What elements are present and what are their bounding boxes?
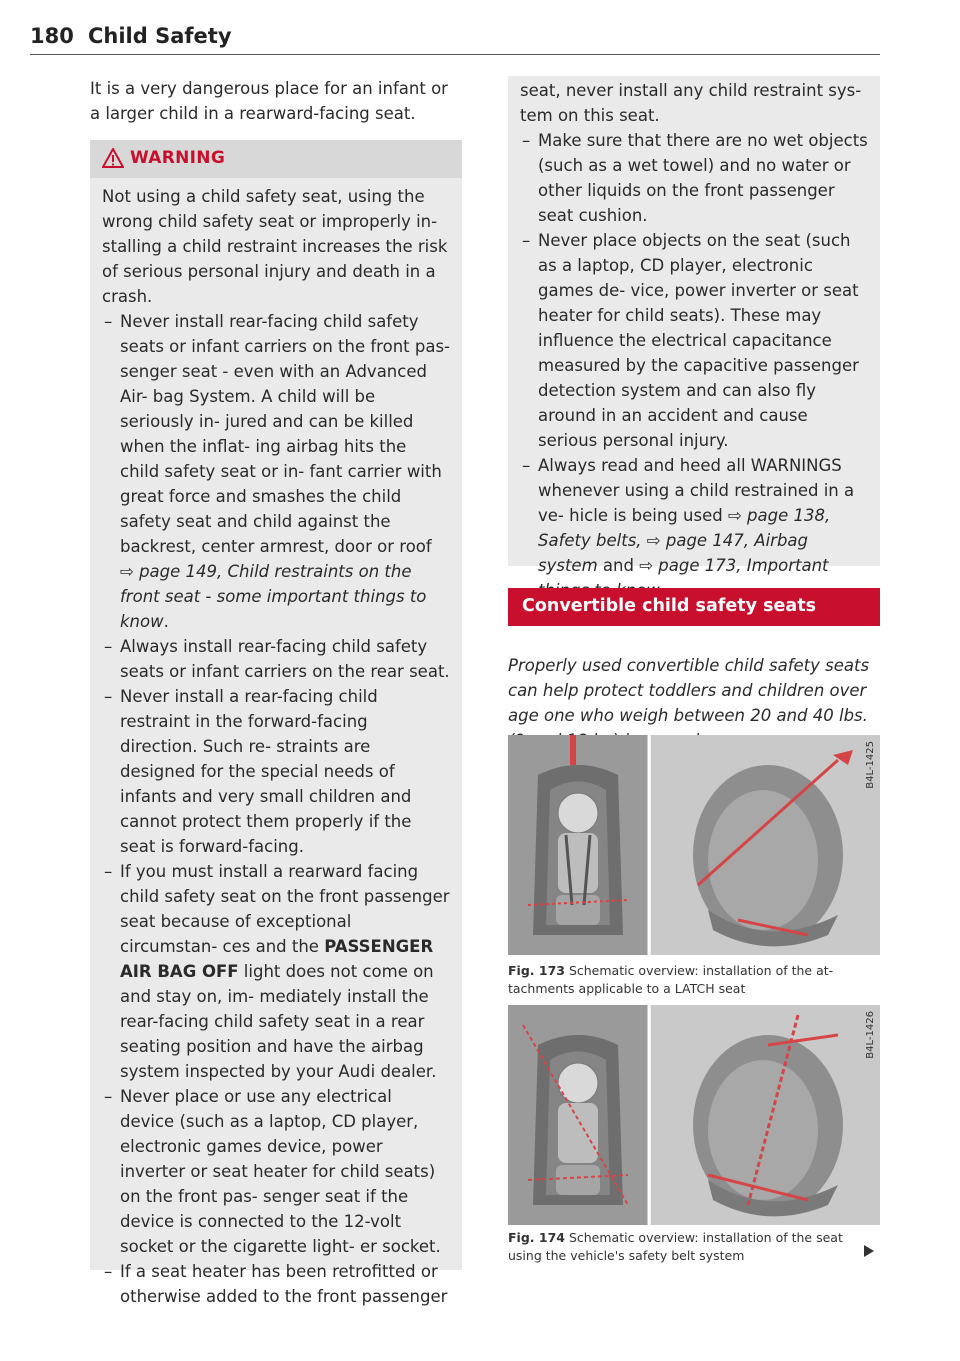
item-text: If a seat heater has been retrofitted or otherwise added to the front passenger xyxy=(120,1262,448,1306)
warning-box xyxy=(90,140,462,1306)
list-item xyxy=(102,859,450,1084)
section-title: Child Safety xyxy=(88,24,232,48)
item-text: Never place or use any electrical device (such as a laptop, CD player, electronic games device, power inverter or seat heater for child seats) on the front pas- senger seat if the device is connected to the 12-volt socket or the cigarette light- er socket. xyxy=(120,1087,441,1256)
item-text: light does not come on and stay on, im- mediately install the rear-facing child safety seat in a rear seating position and have the airbag system inspected by your Audi dealer. xyxy=(120,962,437,1081)
figure-code: B4L-1425 xyxy=(865,741,876,789)
list-item xyxy=(102,1084,450,1259)
warning-lead: Not using a child safety seat, using the wrong child safety seat or improperly in- stalling a child restraint increases the risk of serious personal injury and death in a crash. xyxy=(102,187,448,306)
cross-reference-link[interactable]: ⇨ page 149, Child restraints on the front seat - some important things to know xyxy=(120,562,427,631)
intro-paragraph: It is a very dangerous place for an infant or a larger child in a rearward-facing seat. xyxy=(90,79,448,123)
cross-reference-link[interactable]: ⇨ page 138, Safety belts, ⇨ page 147, Airbag system xyxy=(538,506,831,575)
section-heading: Convertible child safety seats xyxy=(522,596,816,616)
caption-text: Schematic overview: installation of the seat using the vehicle's safety belt system xyxy=(508,1230,843,1263)
section-heading-band xyxy=(508,588,880,626)
item-text: and xyxy=(597,556,640,575)
warning-title: WARNING xyxy=(130,148,226,168)
page-header xyxy=(30,22,880,55)
warning-continuation-list xyxy=(520,128,868,603)
figure-caption xyxy=(508,1229,880,1265)
list-item xyxy=(102,309,450,634)
list-item xyxy=(520,228,868,453)
section-intro: Properly used convertible child safety seats can help protect toddlers and children over age one who weigh between 20 and 40 lbs. xyxy=(508,655,870,725)
item-text: Always install rear-facing child safety seats or infant carriers on the rear seat. xyxy=(120,637,450,681)
continue-arrow-icon xyxy=(864,1245,874,1257)
child-seat-latch-illustration xyxy=(508,735,880,955)
emphasis-text: PASSENGER AIR BAG OFF xyxy=(120,937,434,981)
caption-text: Schematic overview: installation of the at- tachments applicable to a LATCH seat xyxy=(508,963,834,996)
list-item xyxy=(102,684,450,859)
warning-continuation-body xyxy=(508,76,880,603)
item-text: If you must install a rearward facing child safety seat on the front passenger seat because of exceptional circumstan- ces and the xyxy=(120,862,450,956)
warning-header xyxy=(90,140,462,178)
warning-list xyxy=(102,309,450,1309)
list-item xyxy=(520,453,868,603)
warning-continuation-box xyxy=(508,76,880,575)
figure-caption xyxy=(508,962,880,998)
warning-triangle-icon xyxy=(102,148,124,168)
item-text: Never place objects on the seat (such as a laptop, CD player, electronic games de- vice, power inverter or seat heater for child seats). These may influence the electrical capacitance measured by the capacitive passenger detection system and can also fly around in an accident and cause serious personal injury. xyxy=(538,231,859,450)
item-text: Never install rear-facing child safety seats or infant carriers on the front pas- senger seat - even with an Advanced Air- bag System. A child will be seriously in- jured and can be killed when the inflat- ing airbag hits the child safety seat or in- fant carrier with great force and smashes the child safety seat and child against the backrest, center armrest, door or roof xyxy=(120,312,450,556)
list-item xyxy=(102,634,450,684)
child-seat-belt-illustration xyxy=(508,1005,880,1225)
figure-174 xyxy=(508,1005,880,1225)
page-number: 180 xyxy=(30,24,74,48)
item-text: Make sure that there are no wet objects (such as a wet towel) and no water or other liquids on the front passenger seat cushion. xyxy=(538,131,868,225)
warning-continuation-lead: seat, never install any child restraint sys- tem on this seat. xyxy=(520,81,862,125)
cross-reference-link[interactable]: ⇨ page 173, Important xyxy=(639,556,829,575)
list-item xyxy=(520,128,868,228)
figure-code: B4L-1426 xyxy=(865,1011,876,1059)
item-text: . xyxy=(163,612,169,631)
item-text: Always read and heed all WARNINGS whenever using a child restrained in a ve- hicle is being used xyxy=(538,456,855,525)
warning-body xyxy=(90,178,462,1309)
list-item xyxy=(102,1259,450,1309)
item-text: Never install a rear-facing child restraint in the forward-facing direction. Such re- straints are designed for the special needs of infants and very small children and cannot protect them properly if the seat is forward-facing. xyxy=(120,687,412,856)
figure-173 xyxy=(508,735,880,955)
figure-label: Fig. 174 xyxy=(508,1230,565,1245)
figure-label: Fig. 173 xyxy=(508,963,565,978)
